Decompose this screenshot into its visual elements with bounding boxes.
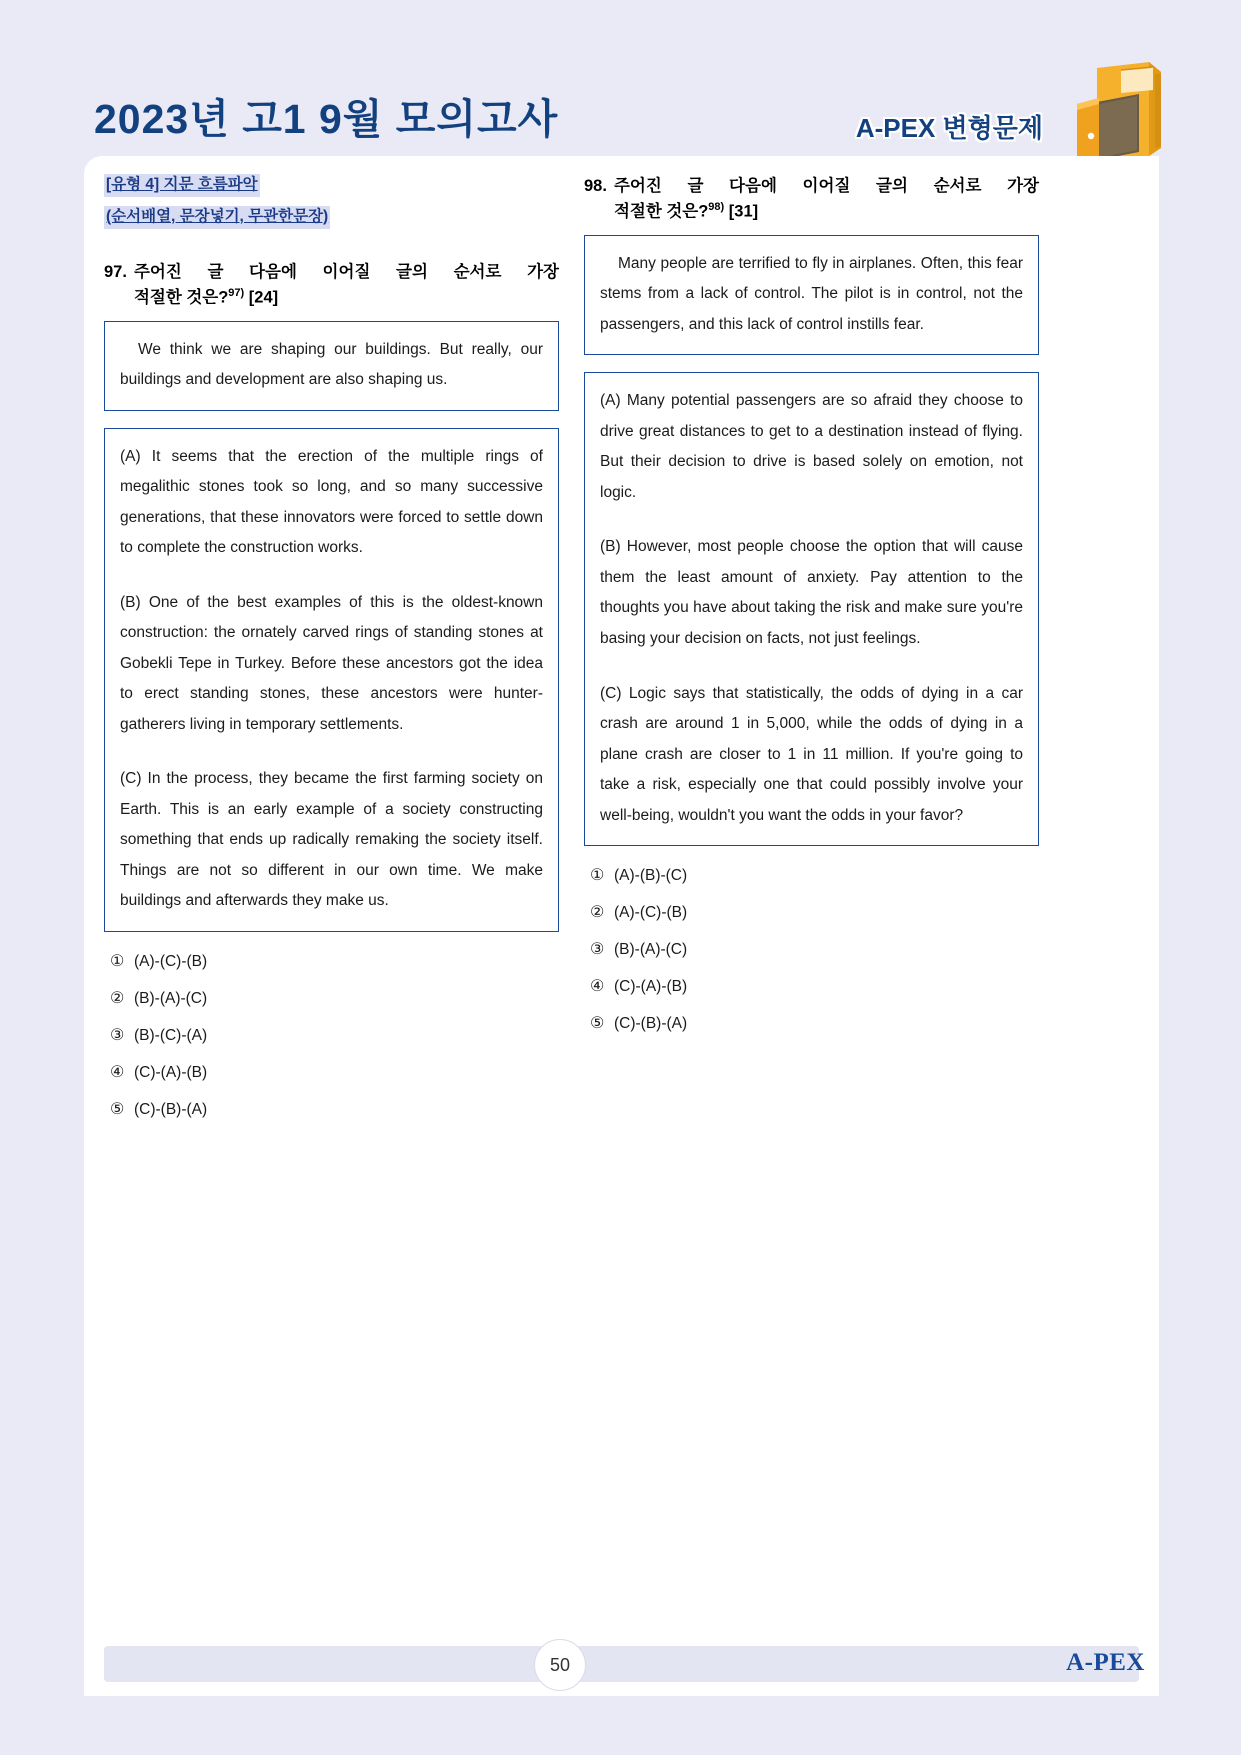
section-type-label	[104, 174, 559, 238]
question-heading-97	[104, 260, 559, 311]
question-footnote-98: 98)	[708, 201, 725, 214]
option-label-2-97: (B)-(A)-(C)	[134, 990, 208, 1008]
option-marker-4-97: ④	[110, 1064, 125, 1081]
brand-badge: A-PEX 변형문제	[855, 113, 1043, 143]
option-label-3-97: (B)-(C)-(A)	[134, 1027, 208, 1045]
question-source-97: [24]	[248, 288, 279, 307]
question-stem-line1-98: 주어진 글 다음에 이어질 글의 순서로 가장	[613, 177, 1039, 195]
option-label-1-97: (A)-(C)-(B)	[134, 953, 208, 971]
option-marker-1-98: ①	[590, 867, 605, 885]
option-marker-2-97: ②	[110, 990, 125, 1007]
option-1-97[interactable]	[110, 954, 559, 970]
option-marker-3-97: ③	[110, 1027, 125, 1044]
option-marker-2-98: ②	[590, 904, 605, 922]
column-left	[104, 174, 559, 1139]
option-label-4-98: (C)-(A)-(B)	[614, 978, 688, 996]
option-4-98[interactable]	[590, 979, 1039, 995]
option-marker-3-98: ③	[590, 941, 605, 959]
page-number-badge: 50	[534, 1639, 586, 1691]
option-label-1-98: (A)-(B)-(C)	[614, 867, 688, 885]
option-5-97[interactable]	[110, 1102, 559, 1118]
question-footnote-97: 97)	[228, 286, 245, 299]
page-sheet	[84, 156, 1159, 1696]
segment-a-98: (A) Many potential passengers are so afraid they choose to drive great distances to get to a destination instead of flying. But their decision to drive is based solely on emotion, not logic.	[600, 392, 1023, 501]
option-2-98[interactable]	[590, 905, 1039, 921]
question-stem-97	[134, 260, 559, 311]
question-stem-line1-97: 주어진 글 다음에 이어질 글의 순서로 가장	[133, 262, 559, 281]
option-label-5-98: (C)-(B)-(A)	[614, 1015, 688, 1033]
option-marker-5-97: ⑤	[110, 1101, 125, 1118]
passage-text-98: Many people are terrified to fly in airplanes. Often, this fear stems from a lack of control. The pilot is in control, not the passengers, and this lack of control instills fear.	[600, 254, 1023, 333]
question-stem-line2-97: 적절한 것은?	[133, 288, 229, 307]
segment-b-98: (B) However, most people choose the option that will cause them the least amount of anxiety. Pay attention to the thoughts you have about taking the risk and make sure you're basing your decision on facts, not just feelings.	[600, 538, 1023, 647]
segment-b-97: (B) One of the best examples of this is the oldest-known construction: the ornately carved rings of standing stones at Gobekli Tepe in Turkey. Before these ancestors got the idea to erect standing stones, these ancestors were hunter-gatherers living in temporary settlements.	[120, 593, 543, 733]
segment-c-97: (C) In the process, they became the first farming society on Earth. This is an early example of a society constructing something that ends up radically remaking the society itself. Things are not so different in our own time. We make buildings and afterwards they make us.	[120, 770, 543, 910]
option-marker-4-98: ④	[590, 978, 605, 996]
option-label-3-98: (B)-(A)-(C)	[614, 941, 688, 959]
footer-brand-logo: A-PEX	[1066, 1649, 1145, 1676]
question-number-98: 98.	[584, 177, 607, 195]
question-stem-98	[614, 174, 1039, 225]
page-title: 2023년 고1 9월 모의고사	[94, 96, 559, 142]
options-list-97	[110, 954, 559, 1118]
question-source-98: [31]	[728, 202, 759, 221]
option-marker-1-97: ①	[110, 953, 125, 970]
options-list-98	[590, 868, 1039, 1032]
option-3-97[interactable]	[110, 1028, 559, 1044]
option-label-5-97: (C)-(B)-(A)	[134, 1101, 208, 1119]
segments-box-98	[584, 372, 1039, 846]
segments-box-97	[104, 428, 559, 932]
book-icon	[1063, 60, 1167, 166]
question-heading-98	[584, 174, 1039, 225]
footer-bar	[104, 1646, 1139, 1682]
passage-box-97	[104, 321, 559, 411]
page-header	[0, 0, 1241, 156]
question-stem-line2-98: 적절한 것은?	[613, 202, 709, 221]
section-label-line2: (순서배열, 문장넣기, 무관한문장)	[104, 206, 330, 229]
column-right	[584, 174, 1039, 1053]
option-marker-5-98: ⑤	[590, 1015, 605, 1033]
section-label-line1: [유형 4] 지문 흐름파악	[104, 174, 260, 197]
segment-a-97: (A) It seems that the erection of the multiple rings of megalithic stones took so long, and so many successive generations, that these innovators were forced to settle down to complete the construction works.	[120, 447, 543, 557]
option-4-97[interactable]	[110, 1065, 559, 1081]
option-2-97[interactable]	[110, 991, 559, 1007]
segment-c-98: (C) Logic says that statistically, the odds of dying in a car crash are around 1 in 5,000, while the odds of dying in a plane crash are closer to 1 in 11 million. If you're going to take a risk, especially one that could possibly involve your well-being, wouldn't you want the odds in your favor?	[600, 684, 1023, 824]
question-number-97: 97.	[104, 262, 127, 281]
option-1-98[interactable]	[590, 868, 1039, 884]
passage-box-98	[584, 235, 1039, 356]
option-3-98[interactable]	[590, 942, 1039, 958]
option-label-2-98: (A)-(C)-(B)	[614, 904, 688, 922]
option-5-98[interactable]	[590, 1016, 1039, 1032]
passage-text-97: We think we are shaping our buildings. But really, our buildings and development are also shaping us.	[120, 340, 543, 389]
option-label-4-97: (C)-(A)-(B)	[134, 1064, 208, 1082]
